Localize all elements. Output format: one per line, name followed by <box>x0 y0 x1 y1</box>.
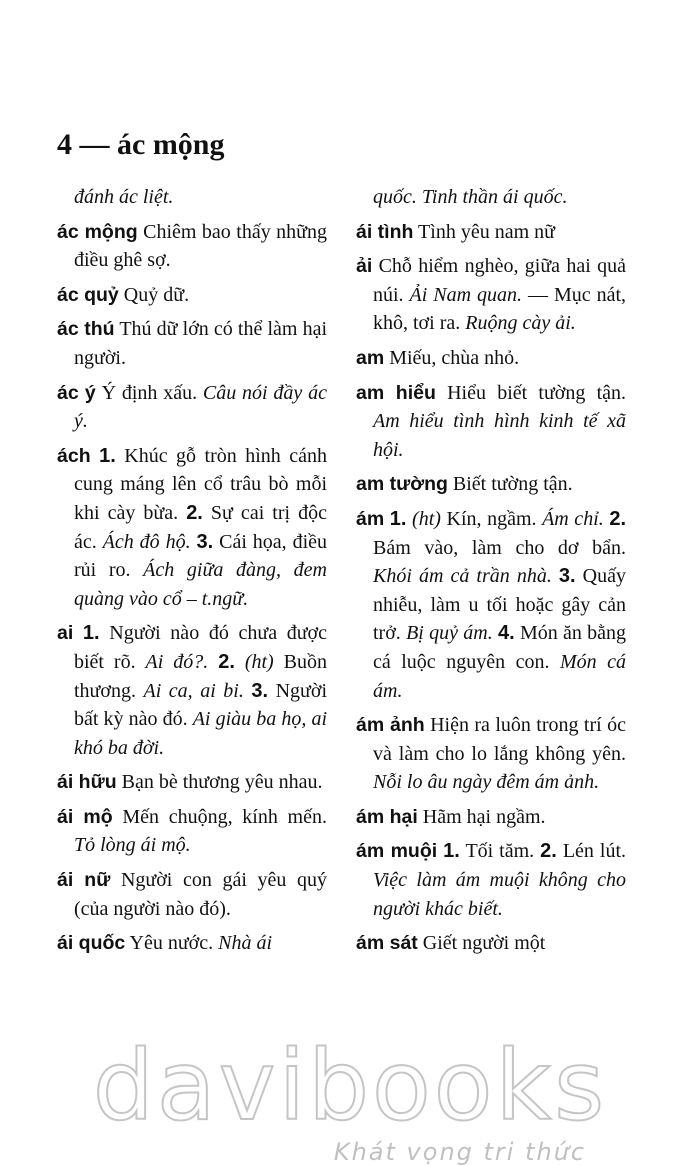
definition-text: Hãm hại ngầm. <box>417 805 546 828</box>
headword: am tường <box>356 473 448 496</box>
example-text: Ai đó?. <box>145 650 209 673</box>
definition-text <box>235 651 245 673</box>
headword: ác ý <box>57 381 96 404</box>
example-text: Ám chỉ. <box>542 507 604 530</box>
definition-text: Món ăn bằng cá luộc nguyên con. <box>373 622 627 673</box>
headword: ám sát <box>356 932 418 955</box>
example-text: Câu nói đầy ác ý. <box>74 381 327 433</box>
sense-number: 4. <box>497 622 515 645</box>
dictionary-entry <box>356 218 626 247</box>
definition-text: Mến chuộng, kính mến. <box>112 805 327 828</box>
dictionary-entry <box>356 711 626 797</box>
example-text: Ruộng cày ải. <box>465 312 576 335</box>
watermark-brand: davibooks <box>92 1030 608 1142</box>
example-text: Việc làm ám muội không cho người khác biết. <box>373 869 626 920</box>
left-column <box>57 183 327 964</box>
definition-text: Buồn thương. <box>74 650 328 702</box>
sense-number: 3. <box>196 530 214 553</box>
definition-text: Cái họa, điều rủi ro. <box>74 530 328 582</box>
definition-text: Ý định xấu. <box>95 381 203 404</box>
headword: ái hữu <box>57 771 117 794</box>
definition-text <box>73 622 83 644</box>
example-text: Nỗi lo âu ngày đêm ám ảnh. <box>373 771 600 794</box>
headword: ái tình <box>356 220 414 243</box>
definition-text: Yêu nước. <box>125 932 219 955</box>
definition-text: — Mục nát, khô, tơi ra. <box>373 283 627 335</box>
example-text: Khói ám cả trần nhà. <box>373 565 552 588</box>
definition-text: Chỗ hiểm nghèo, giữa hai quả núi. <box>372 255 626 306</box>
example-text: Ai giàu ba họ, ai khó ba đời. <box>74 708 328 759</box>
definition-text: Thú dữ lớn có thể làm hại người. <box>74 318 327 369</box>
page-header <box>57 128 225 162</box>
example-text: đánh ác liệt. <box>74 186 174 208</box>
dictionary-entry <box>356 344 626 373</box>
sense-number: 1. <box>443 840 460 863</box>
example-text: quốc. Tinh thần ái quốc. <box>373 186 568 208</box>
sense-number: 3. <box>251 679 269 702</box>
headword: am <box>356 346 385 369</box>
sense-number: 1. <box>99 444 116 467</box>
entry-continuation <box>57 183 327 212</box>
dictionary-entry <box>57 768 327 797</box>
example-text: Ách đô hộ. <box>102 530 191 553</box>
right-column <box>356 183 626 964</box>
definition-text: Người con gái yêu quý (của người nào đó). <box>74 869 327 920</box>
example-text: Món cá ám. <box>373 650 626 702</box>
definition-text: Bạn bè thương yêu nhau. <box>116 771 323 794</box>
dictionary-entry <box>356 379 626 465</box>
watermark-slogan: Khát vọng tri thức <box>333 1138 587 1166</box>
example-text: Ách giữa đàng, đem quàng vào cổ – t.ngữ. <box>74 559 327 610</box>
example-text: Nhà ái <box>218 932 273 955</box>
definition-text: Khúc gỗ tròn hình cánh cung máng lên cổ trâu bò mỗi khi cày bừa. <box>74 444 327 524</box>
headword: ác mộng <box>57 220 138 243</box>
definition-text: Bám vào, làm cho dơ bẩn. <box>373 536 626 559</box>
sense-number: 1. <box>389 507 407 530</box>
headword: ải <box>356 255 373 278</box>
dictionary-entry <box>356 929 626 958</box>
headword: ái quốc <box>57 932 126 955</box>
sense-number: 2. <box>186 501 203 524</box>
dictionary-entry <box>57 281 327 310</box>
dictionary-entry <box>57 379 327 436</box>
definition-text: Chiêm bao thấy những điều ghê sợ. <box>74 220 327 272</box>
dictionary-entry <box>57 929 327 958</box>
example-text: Am hiểu tình hình kinh tế xã hội. <box>373 410 626 461</box>
definition-text <box>552 565 559 587</box>
headword: ám <box>356 507 385 530</box>
headword: ác quỷ <box>57 283 119 306</box>
example-text: Ải Nam quan. <box>409 283 523 306</box>
dictionary-entry <box>356 470 626 499</box>
example-text: (ht) <box>412 507 441 530</box>
header-dash: — <box>79 128 110 161</box>
dictionary-entry <box>57 315 327 372</box>
dictionary-entry <box>57 803 327 860</box>
guide-word: ác mộng <box>117 128 225 161</box>
headword: ám hại <box>356 805 418 828</box>
example-text: Ai ca, ai bi. <box>143 679 244 702</box>
entry-continuation <box>356 183 626 212</box>
definition-text <box>208 651 218 673</box>
definition-text: Biết tường tận. <box>447 473 573 496</box>
definition-text: Giết người một <box>417 932 546 955</box>
dictionary-entry <box>57 866 327 923</box>
dictionary-entry <box>356 505 626 705</box>
definition-text: Người nào đó chưa được biết rõ. <box>74 622 328 673</box>
headword: ai <box>57 622 74 645</box>
sense-number: 2. <box>218 650 235 673</box>
headword: ám muội <box>356 840 438 863</box>
example-text: (ht) <box>244 650 274 673</box>
page-number: 4 <box>57 128 72 161</box>
headword: ám ảnh <box>356 714 425 737</box>
headword: ái mộ <box>57 805 113 828</box>
definition-text <box>91 445 99 467</box>
sense-number: 2. <box>540 840 557 863</box>
definition-text: Tối tăm. <box>459 840 541 863</box>
definition-text: Quỷ dữ. <box>118 283 190 306</box>
headword: am hiểu <box>356 381 436 404</box>
dictionary-entry <box>57 218 327 275</box>
definition-text: Quấy nhiễu, làm u tối hoặc gây cản trở. <box>373 565 626 645</box>
definition-text: Miếu, chùa nhỏ. <box>384 346 520 369</box>
definition-text: Kín, ngầm. <box>440 507 543 530</box>
sense-number: 2. <box>609 507 627 530</box>
headword: ác thú <box>57 318 115 341</box>
definition-text: Sự cai trị độc ác. <box>74 501 327 553</box>
headword: ái nữ <box>57 869 111 892</box>
definition-text: Hiểu biết tường tận. <box>435 381 627 404</box>
definition-text: Lén lút. <box>556 840 626 863</box>
dictionary-entry <box>57 442 327 614</box>
dictionary-entry <box>57 619 327 762</box>
example-text: Bị quỷ ám. <box>406 622 493 645</box>
sense-number: 1. <box>82 622 100 645</box>
dictionary-entry <box>356 803 626 832</box>
dictionary-entry <box>356 837 626 923</box>
headword: ách <box>57 444 91 467</box>
definition-text: Tình yêu nam nữ <box>413 220 555 243</box>
definition-text: Người bất kỳ nào đó. <box>74 679 328 731</box>
definition-text: Hiện ra luôn trong trí óc và làm cho lo lắng không yên. <box>373 714 626 765</box>
example-text: Tỏ lòng ái mộ. <box>74 834 191 857</box>
sense-number: 3. <box>558 565 576 588</box>
dictionary-entry <box>356 252 626 338</box>
